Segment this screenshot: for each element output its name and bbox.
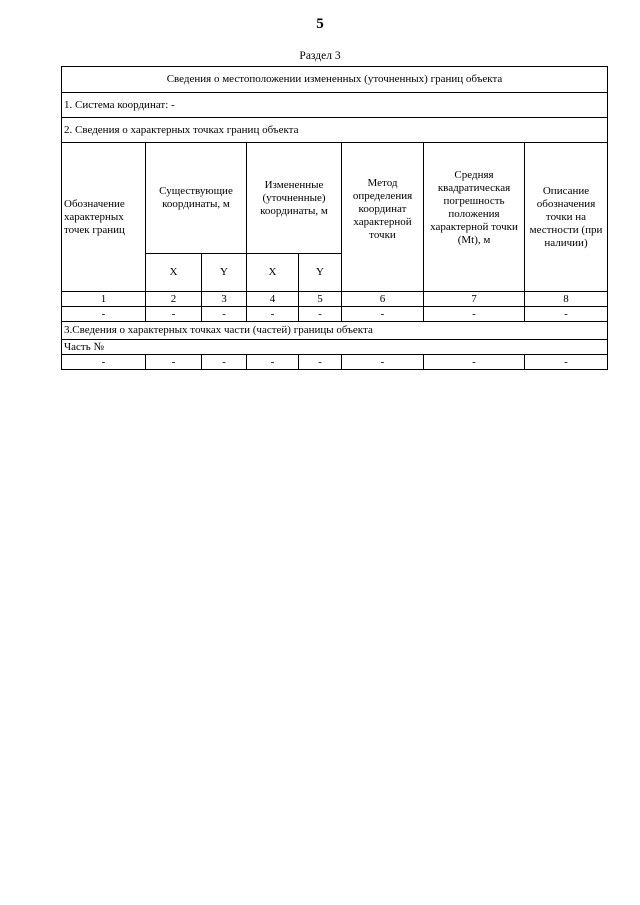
header-accuracy: Средняя квадратическая погрешность положения характерной точки (Mt), м <box>424 143 525 292</box>
section-label: Раздел 3 <box>299 50 341 62</box>
table-cell: - <box>247 355 299 370</box>
table-cell: - <box>424 355 525 370</box>
table-cell: - <box>62 307 146 322</box>
column-number: 7 <box>424 292 525 307</box>
column-number: 5 <box>299 292 342 307</box>
header-existing-coords: Существующие координаты, м <box>146 143 247 254</box>
table-cell: - <box>299 355 342 370</box>
part-label: Часть № <box>62 340 608 355</box>
header-description: Описание обозначения точки на местности (при наличии) <box>525 143 608 292</box>
column-number: 1 <box>62 292 146 307</box>
table-cell: - <box>525 307 608 322</box>
table-cell: - <box>146 355 202 370</box>
column-number: 4 <box>247 292 299 307</box>
header-point-designation: Обозначение характерных точек границ <box>62 143 146 292</box>
coord-system-row: 1. Система координат: - <box>62 93 608 118</box>
column-number: 6 <box>342 292 424 307</box>
header-y-existing: Y <box>202 254 247 292</box>
header-x-existing: X <box>146 254 202 292</box>
table-cell: - <box>62 355 146 370</box>
table-cell: - <box>146 307 202 322</box>
column-number: 8 <box>525 292 608 307</box>
subsection-3-title: 3.Сведения о характерных точках части (частей) границы объекта <box>62 322 608 340</box>
table-cell: - <box>424 307 525 322</box>
table-title: Сведения о местоположении измененных (уточненных) границ объекта <box>62 67 608 93</box>
table-cell: - <box>202 355 247 370</box>
table-cell: - <box>342 307 424 322</box>
header-y-changed: Y <box>299 254 342 292</box>
boundary-table <box>61 66 608 370</box>
table-cell: - <box>525 355 608 370</box>
subsection-2-title: 2. Сведения о характерных точках границ объекта <box>62 118 608 143</box>
column-number: 3 <box>202 292 247 307</box>
table-cell: - <box>299 307 342 322</box>
column-number: 2 <box>146 292 202 307</box>
table-cell: - <box>202 307 247 322</box>
table-cell: - <box>342 355 424 370</box>
table-cell: - <box>247 307 299 322</box>
header-x-changed: X <box>247 254 299 292</box>
header-changed-coords: Измененные (уточненные) координаты, м <box>247 143 342 254</box>
header-method: Метод определения координат характерной точки <box>342 143 424 292</box>
page-number: 5 <box>316 16 324 32</box>
